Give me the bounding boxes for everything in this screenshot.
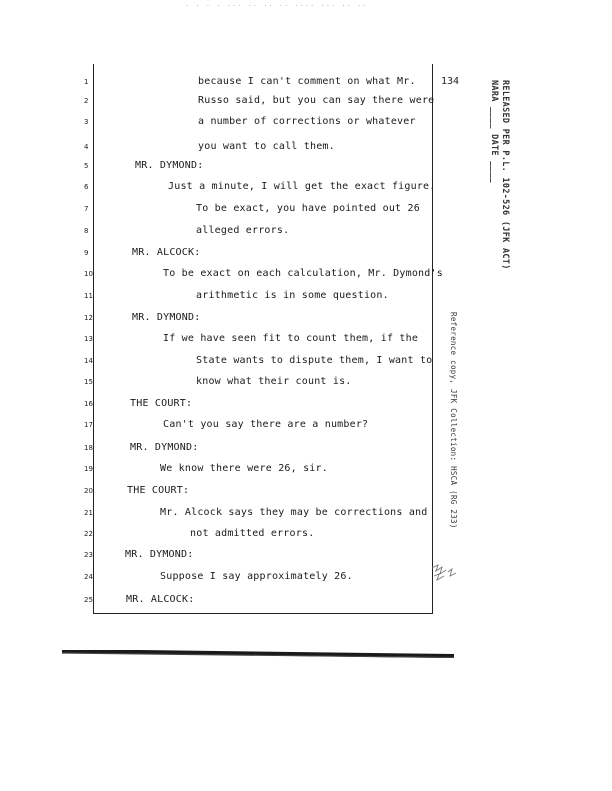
line-number: 3 [84, 118, 89, 126]
transcript-line: MR. DYMOND: [135, 160, 204, 171]
transcript-line: MR. DYMOND: [125, 549, 194, 560]
top-mark: · · · · ··· ·· ·· ·· ···· ··· ·· ·· [185, 2, 368, 10]
transcript-line: To be exact on each calculation, Mr. Dymond's [163, 268, 443, 279]
transcript-line: State wants to dispute them, I want to [196, 355, 433, 366]
line-number: 19 [84, 465, 93, 473]
line-number: 18 [84, 444, 93, 452]
line-number: 17 [84, 421, 93, 429]
line-number: 16 [84, 400, 93, 408]
line-number: 4 [84, 143, 89, 151]
transcript-line: THE COURT: [130, 398, 193, 409]
transcript-line: If we have seen fit to count them, if the [163, 333, 419, 344]
line-number: 6 [84, 183, 89, 191]
transcript-line: alleged errors. [196, 225, 290, 236]
line-number: 22 [84, 530, 93, 538]
line-number: 20 [84, 487, 93, 495]
line-number: 1 [84, 78, 89, 86]
line-number: 24 [84, 573, 93, 581]
line-number: 2 [84, 97, 89, 105]
transcript-line: Mr. Alcock says they may be corrections and [160, 507, 428, 518]
line-number: 25 [84, 596, 93, 604]
line-number: 23 [84, 551, 93, 559]
line-number: 11 [84, 292, 93, 300]
transcript-line: know what their count is. [196, 376, 352, 387]
line-number: 21 [84, 509, 93, 517]
transcript-line: Can't you say there are a number? [163, 419, 369, 430]
transcript-line: you want to call them. [198, 141, 335, 152]
transcript-line: because I can't comment on what Mr. [198, 76, 416, 87]
line-number: 8 [84, 227, 89, 235]
nara-stamp: NARA ____ DATE ____ [489, 80, 499, 183]
transcript-line: MR. ALCOCK: [126, 594, 195, 605]
transcript-line: not admitted errors. [190, 528, 315, 539]
bottom-rule [62, 650, 457, 658]
line-number: 15 [84, 378, 93, 386]
transcript-line: a number of corrections or whatever [198, 116, 416, 127]
transcript-line: MR. DYMOND: [132, 312, 201, 323]
page-number: 134 [441, 76, 460, 87]
transcript-line: We know there were 26, sir. [160, 463, 328, 474]
line-number: 13 [84, 335, 93, 343]
line-number: 12 [84, 314, 93, 322]
transcript-line: THE COURT: [127, 485, 190, 496]
transcript-line: Just a minute, I will get the exact figure. [168, 181, 436, 192]
transcript-line: Suppose I say approximately 26. [160, 571, 353, 582]
transcript-line: MR. ALCOCK: [132, 247, 201, 258]
release-stamp: RELEASED PER P.L. 102-526 (JFK ACT) [500, 80, 510, 270]
line-number: 5 [84, 162, 89, 170]
scribble-mark [430, 562, 460, 584]
line-number: 7 [84, 205, 89, 213]
transcript-line: MR. DYMOND: [130, 442, 199, 453]
transcript-line: To be exact, you have pointed out 26 [196, 203, 420, 214]
line-number: 10 [84, 270, 93, 278]
line-number: 14 [84, 357, 93, 365]
transcript-line: arithmetic is in some question. [196, 290, 389, 301]
line-number: 9 [84, 249, 89, 257]
reference-copy-label: Reference copy, JFK Collection: HSCA (RG 233) [449, 312, 458, 529]
transcript-line: Russo said, but you can say there were [198, 95, 435, 106]
